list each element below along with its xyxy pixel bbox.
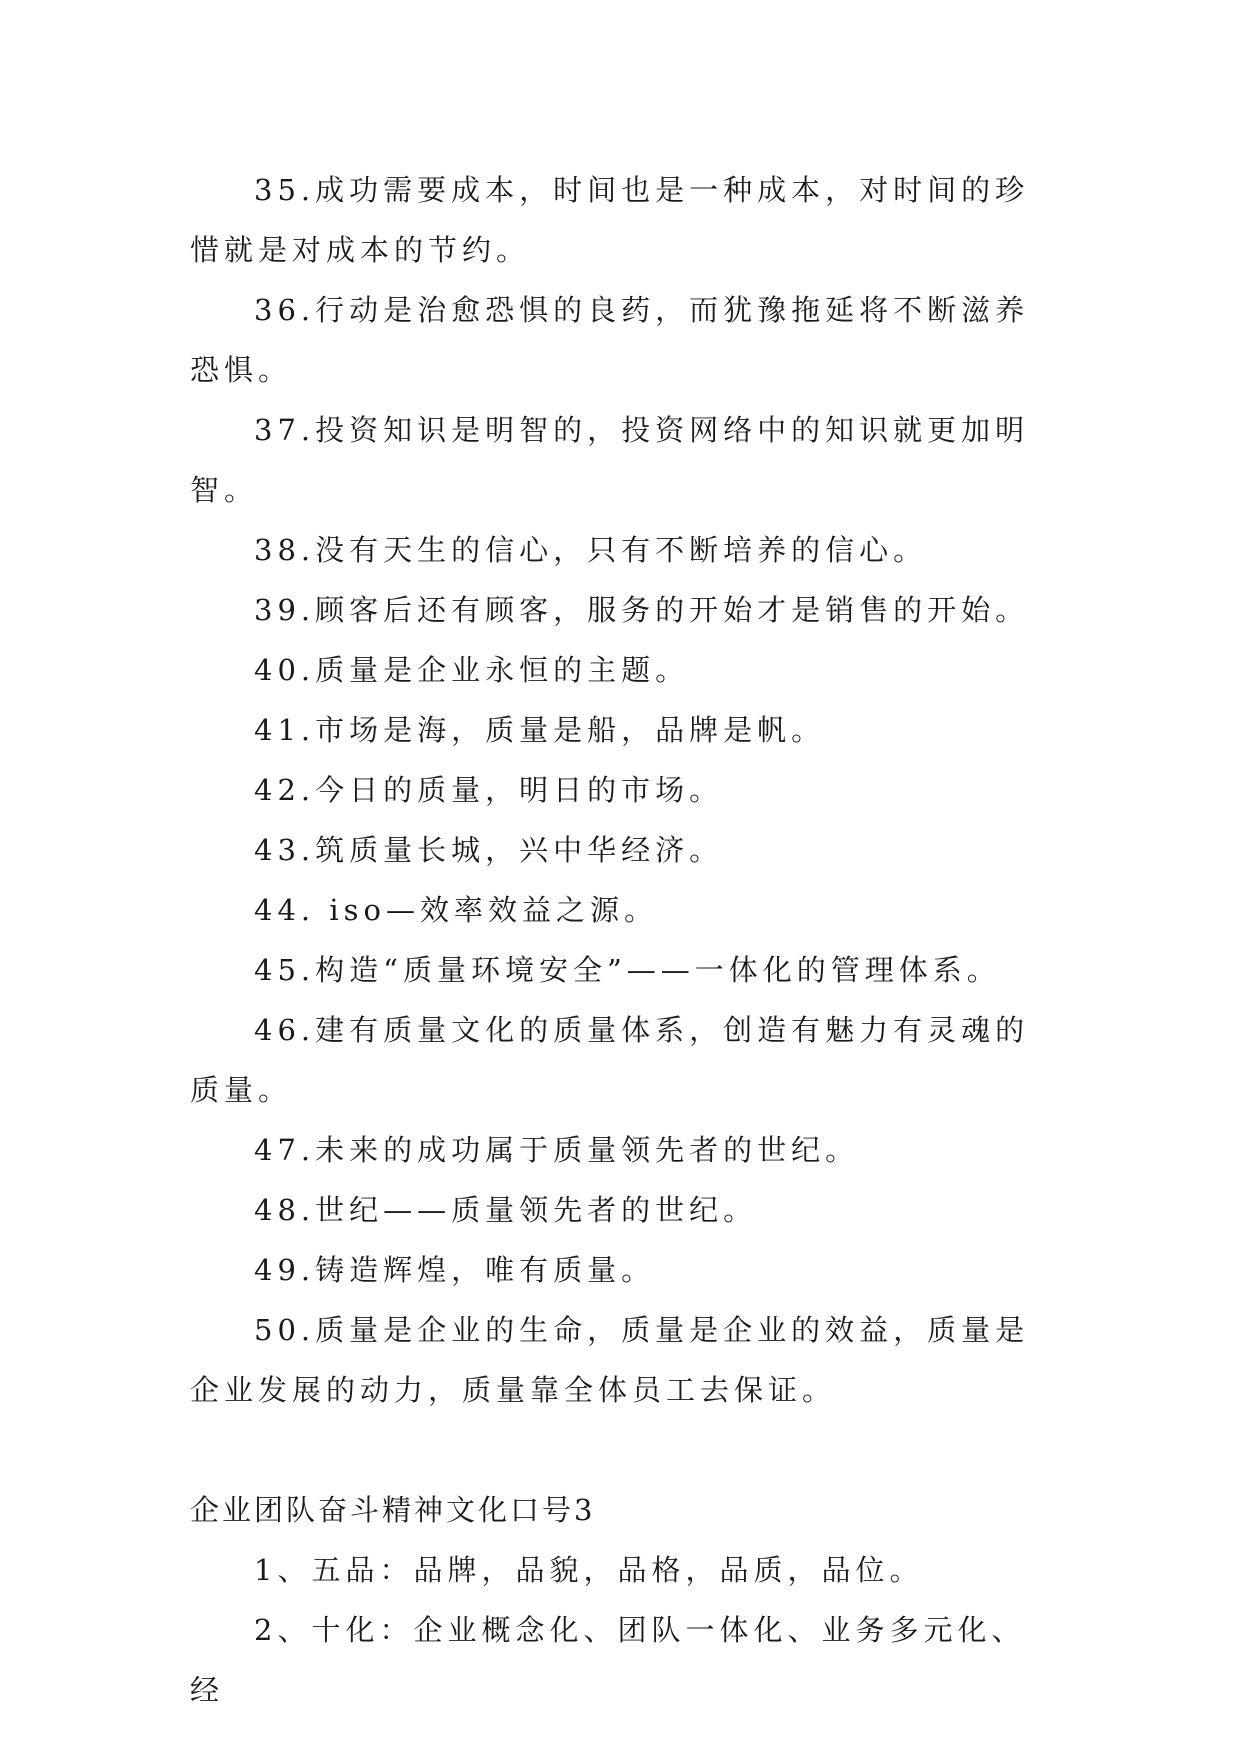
slogan-40: 40.质量是企业永恒的主题。 — [254, 653, 690, 687]
slogan-39: 39.顾客后还有顾客，服务的开始才是销售的开始。 — [254, 593, 1030, 627]
slogan-44: 44. iso—效率效益之源。 — [254, 893, 658, 927]
slogan-38: 38.没有天生的信心，只有不断培养的信心。 — [254, 533, 928, 567]
document-body — [190, 160, 1050, 1720]
slogan-47: 47.未来的成功属于质量领先者的世纪。 — [254, 1133, 860, 1167]
slogan-42: 42.今日的质量，明日的市场。 — [254, 773, 724, 807]
section-item-2: 2、十化：企业概念化、团队一体化、业务多元化、经 — [190, 1613, 1026, 1707]
slogan-36: 36.行动是治愈恐惧的良药，而犹豫拖延将不断滋养恐惧。 — [190, 293, 1030, 387]
slogan-35: 35.成功需要成本，时间也是一种成本，对时间的珍惜就是对成本的节约。 — [190, 173, 1030, 267]
section-item-1: 1、五品：品牌，品貌，品格，品质，品位。 — [254, 1553, 924, 1587]
slogan-49: 49.铸造辉煌，唯有质量。 — [254, 1253, 656, 1287]
slogan-50: 50.质量是企业的生命，质量是企业的效益，质量是企业发展的动力，质量靠全体员工去保证。 — [190, 1313, 1030, 1407]
slogan-37: 37.投资知识是明智的，投资网络中的知识就更加明智。 — [190, 413, 1030, 507]
slogan-43: 43.筑质量长城，兴中华经济。 — [254, 833, 724, 867]
slogan-41: 41.市场是海，质量是船，品牌是帆。 — [254, 713, 826, 747]
slogan-45: 45.构造“质量环境安全”——一体化的管理体系。 — [254, 953, 1001, 987]
section-heading: 企业团队奋斗精神文化口号3 — [190, 1493, 596, 1527]
slogan-46: 46.建有质量文化的质量体系，创造有魅力有灵魂的质量。 — [190, 1013, 1030, 1107]
slogan-48: 48.世纪——质量领先者的世纪。 — [254, 1193, 758, 1227]
